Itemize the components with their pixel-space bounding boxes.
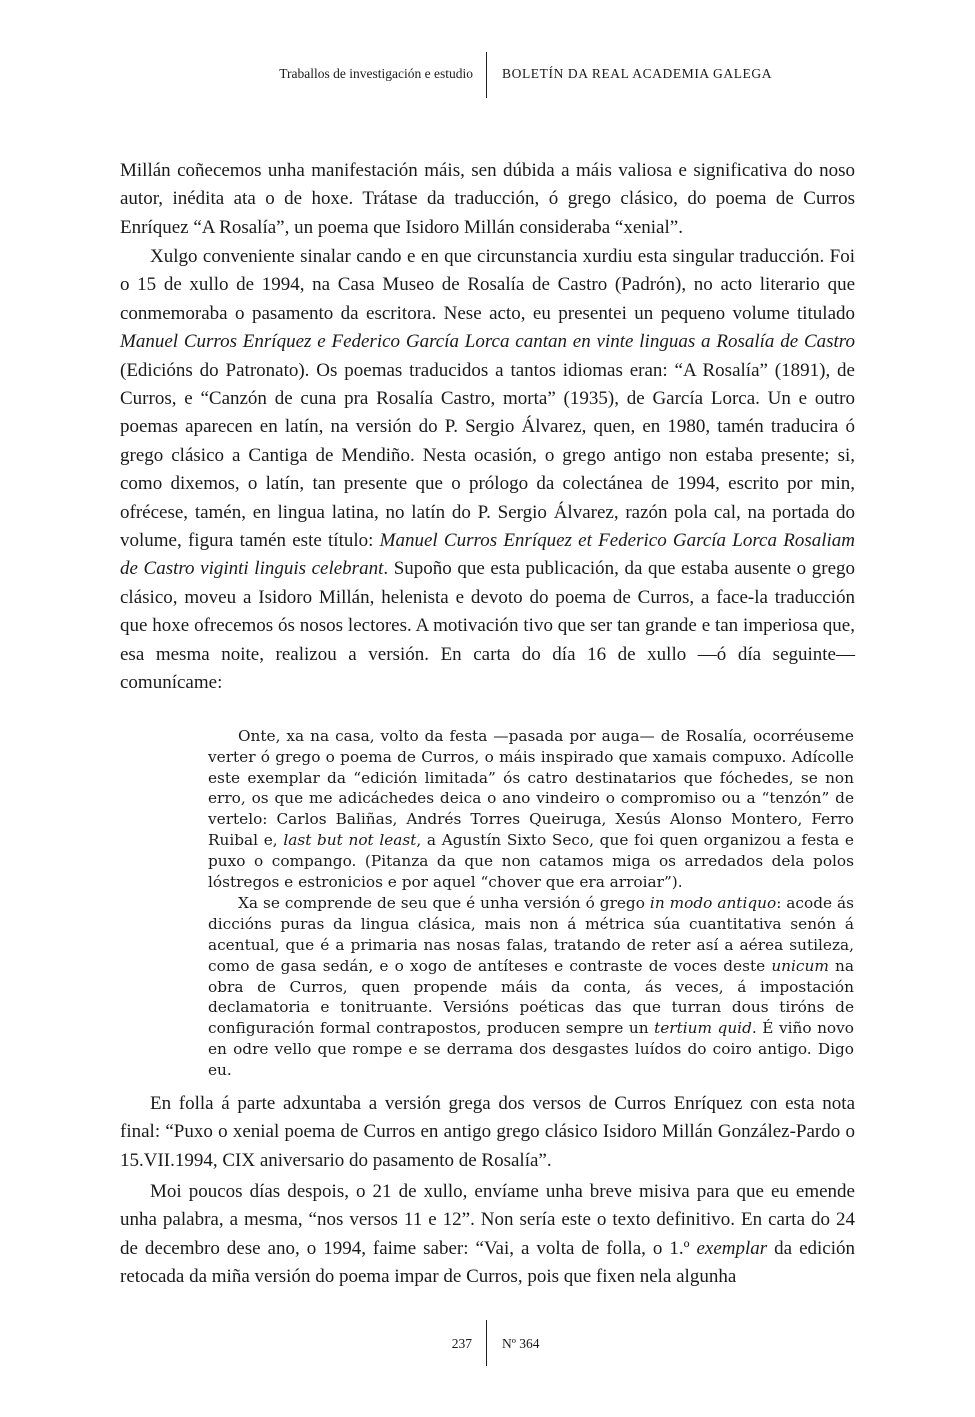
quote-paragraph-1 xyxy=(208,726,854,892)
issue-number: Nº 364 xyxy=(502,1336,540,1351)
text-run: : acode ás diccións puras da lingua clásica, mais non á métrica súa cuantitativa senón á acentual, que é a primaria nas nosas falas, tratando de reter así a aérea sutileza, como de gasa sedán, e o xogo de antíteses e contraste de voces deste xyxy=(208,894,854,975)
body-paragraph-4 xyxy=(120,1178,855,1292)
body-paragraph-2 xyxy=(120,243,855,698)
header-section-title: Traballos de investigación e estudio xyxy=(279,66,473,81)
italic-text: Manuel Curros Enríquez e Federico García Lorca cantan en vinte linguas a Rosalía de Castro xyxy=(120,331,855,353)
paragraph xyxy=(120,1090,855,1175)
text-run: na obra de Curros, quen propende máis da conta, ás veces, á impostación declamatoria e tonitruante. Versións poéticas das que turran dous tiróns de configuración formal contrapostos, producen sempre un xyxy=(208,956,854,1038)
italic-text: unicum xyxy=(771,956,829,975)
quote-paragraph-2 xyxy=(208,893,854,1080)
paragraph xyxy=(120,1178,855,1292)
text-run: , a Agustín Sixto Seco, que foi quen organizou a festa e puxo o compango. (Pitanza da que non catamos miga os arredados dela polos lóstregos e estronicios e por aquel “chover que era arroiar”). xyxy=(208,830,854,891)
block-quote xyxy=(208,726,854,1081)
page-number: 237 xyxy=(451,1336,472,1351)
italic-text: tertium quid xyxy=(654,1019,752,1038)
italic-text: Manuel Curros Enríquez et Federico García Lorca Rosaliam de Castro viginti linguis celebrant xyxy=(120,530,855,580)
header-divider xyxy=(486,52,487,98)
text-run: . Supoño que esta publicación, da que estaba ausente o grego clásico, moveu a Isidoro Millán, helenista e devoto do poema de Curros, a face-la traducción que hoxe ofrecemos ós nosos lectores. A motivación tivo que ser tan grande e tan imperiosa que, esa mesma noite, realizou a versión. En carta do día 16 de xullo —ó día seguinte— comunícame: xyxy=(120,558,855,694)
text-run: Moi poucos días despois, o 21 de xullo, envíame unha breve misiva para que eu emende unha palabra, a mesma, “nos versos 11 e 12”. Non sería este o texto definitivo. En carta do 24 de decembro dese ano, o 1994, faime saber: “Vai, a volta de folla, o 1.º xyxy=(120,1181,855,1259)
italic-text: last but not least xyxy=(283,830,417,849)
text-run: En folla á parte adxuntaba a versión grega dos versos de Curros Enríquez con esta nota final: “Puxo o xenial poema de Curros en antigo grego clásico Isidoro Millán González-Pardo o 15.VII.1994, CIX aniversario do pasamento de Rosalía”. xyxy=(120,1093,855,1171)
body-paragraph-1 xyxy=(120,157,855,242)
text-run: (Edicións do Patronato). Os poemas traducidos a tantos idiomas eran: “A Rosalía” (1891), de Curros, e “Canzón de cuna pra Rosalía Castro, morta” (1935), de García Lorca. Un e outro poemas aparecen en latín, na versión do P. Sergio Álvarez, quen, en 1980, tamén traducira ó grego clásico a Cantiga de Mendiño. Nesta ocasión, o grego antigo non estaba presente; si, como dixemos, o latín, tan presente que o prólogo da colectánea de 1994, escrito por min, ofrécese, tamén, en lingua latina, no latín do P. Sergio Álvarez, razón pola cal, na portada do volume, figura tamén este título: xyxy=(120,359,855,552)
paragraph xyxy=(120,243,855,698)
page-footer xyxy=(0,1320,975,1370)
body-paragraph-3 xyxy=(120,1090,855,1175)
text-run: da edición retocada da miña versión do poema impar de Curros, pois que fixen nela algunha xyxy=(120,1237,855,1288)
italic-text: exemplar xyxy=(696,1237,768,1259)
text-run: Onte, xa na casa, volto da festa —pasada por auga— de Rosalía, ocorréuseme verter ó grego o poema de Curros, o máis inspirado que xamais compuxo. Adícolle este exemplar da “edición limitada” ós catro destinatarios que fóchedes, se non erro, os que me adicáchedes deica o ano vindeiro o compromiso ou a “tenzón” de vertelo: Carlos Baliñas, Andrés Torres Queiruga, Xesús Alonso Montero, Ferro Ruibal e, xyxy=(208,727,854,849)
text-run: Xulgo conveniente sinalar cando e en que circunstancia xurdiu esta singular traducción. Foi o 15 de xullo de 1994, na Casa Museo de Rosalía de Castro (Padrón), no acto literario que conmemoraba o pasamento da escritora. Nese acto, eu presentei un pequeno volume titulado xyxy=(120,246,855,324)
footer-divider xyxy=(486,1320,487,1366)
running-header xyxy=(0,52,975,100)
text-run: Millán coñecemos unha manifestación máis, sen dúbida a máis valiosa e significativa do noso autor, inédita ata o de hoxe. Trátase da traducción, ó grego clásico, do poema de Curros Enríquez “A Rosalía”, un poema que Isidoro Millán consideraba “xenial”. xyxy=(120,160,855,238)
header-journal-title: BOLETÍN DA REAL ACADEMIA GALEGA xyxy=(502,66,773,81)
text-run: Xa se comprende de seu que é unha versión ó grego xyxy=(238,894,650,913)
paragraph xyxy=(120,157,855,242)
text-run: . É viño novo en odre vello que rompe e se derrama dos desgastes luídos do coiro antigo. Digo eu. xyxy=(208,1019,854,1079)
italic-text: in modo antiquo xyxy=(649,894,777,913)
